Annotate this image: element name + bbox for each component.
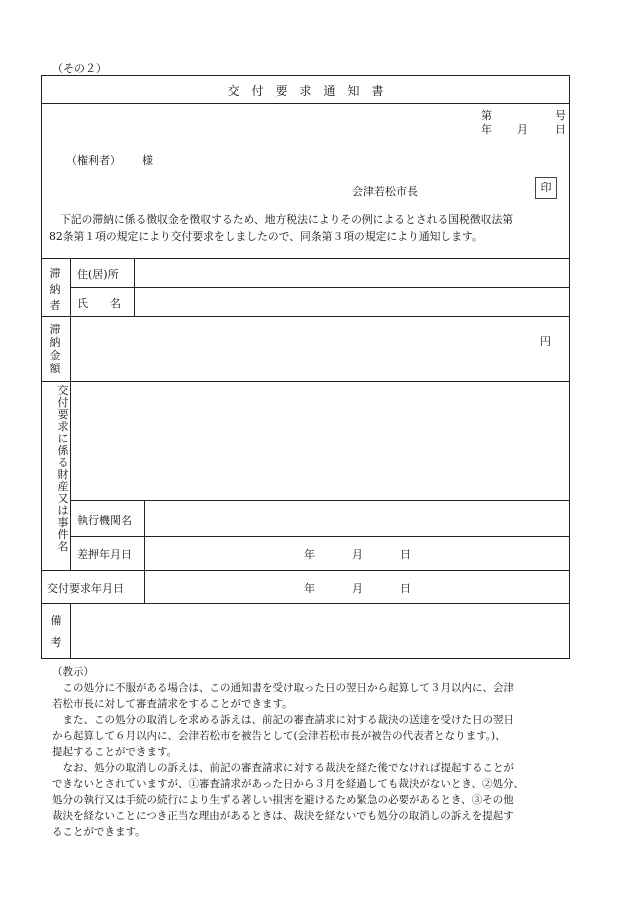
instruction-text: [52, 680, 582, 840]
amount-label: 滞納金額: [49, 323, 61, 375]
instruction-p3-line4: 裁決を経ないことにつき正当な理由があるときは、裁決を経ないでも処分の取消しの訴えを提起す: [52, 810, 514, 822]
instruction-p3-line2: できないとされていますが、①審査請求があった日から３月を経過しても裁決がないとき、②処分、: [52, 778, 524, 790]
instruction-p2-line2: から起算して６月以内に、会津若松市を被告として(会津若松市長が被告の代表者となります。)、: [52, 730, 506, 742]
recipient-suffix: 様: [142, 154, 153, 167]
request-date-day: 日: [400, 582, 411, 595]
issuer-name: 会津若松市長: [352, 185, 418, 198]
instruction-p1-line2: 若松市長に対して審査請求をすることができます。: [52, 698, 293, 710]
notice-body-line1: 下記の滞納に係る徴収金を徴収するため、地方税法によりその例によるとされる国税徴収法第: [60, 213, 514, 226]
seizure-date-month: 月: [352, 548, 363, 561]
agency-label: 執行機関名: [77, 514, 132, 527]
date-month: 月: [517, 123, 528, 136]
amount-bottom-line: [41, 381, 570, 382]
number-label-right: 号: [555, 109, 566, 122]
instruction-p1-line1: この処分に不服がある場合は、この通知書を受け取った日の翌日から起算して３月以内に、会津: [62, 682, 514, 694]
instruction-p3-line3: 処分の執行又は手続の続行により生ずる著しい損害を避けるため緊急の必要があるとき、③その他: [52, 794, 514, 806]
table-top-line: [41, 258, 570, 259]
seal-box: 印: [535, 177, 557, 199]
property-bottom-line: [41, 570, 570, 571]
remarks-label: 備考: [50, 614, 62, 649]
recipient-label: （権利者）: [66, 154, 121, 167]
date-day: 日: [555, 123, 566, 136]
property-label: 交付要求に係る財産又は事件名: [57, 384, 69, 553]
remarks-column-line: [70, 603, 71, 659]
date-year: 年: [481, 123, 492, 136]
taxpayer-sub-column-line: [134, 258, 135, 316]
property-sub-column-line: [144, 500, 145, 603]
label-column-line: [70, 258, 71, 570]
request-date-month: 月: [352, 582, 363, 595]
request-date-bottom-line: [41, 603, 570, 604]
seizure-date-label: 差押年月日: [77, 548, 132, 561]
instruction-p3-line5: ることができます。: [52, 826, 146, 838]
form-number: （その２）: [52, 62, 107, 75]
taxpayer-bottom-line: [41, 316, 570, 317]
notice-body-line2: 82条第１項の規定により交付要求をしましたので、同条第３項の規定により通知します。: [49, 230, 483, 243]
title-divider: [41, 103, 570, 104]
instruction-p2-line3: 提起することができます。: [52, 746, 178, 758]
name-label: 氏 名: [77, 297, 121, 310]
amount-unit: 円: [540, 335, 551, 348]
number-label-left: 第: [481, 109, 492, 122]
instruction-p2-line1: また、この処分の取消しを求める訴えは、前記の審査請求に対する裁決の送達を受けた日の翌日: [62, 714, 514, 726]
seizure-date-day: 日: [400, 548, 411, 561]
address-row-line: [70, 287, 570, 288]
seizure-date-year: 年: [304, 548, 315, 561]
address-label: 住(居)所: [77, 268, 119, 281]
request-date-label: 交付要求年月日: [47, 582, 124, 595]
property-inner-line: [70, 500, 570, 501]
instruction-p3-line1: なお、処分の取消しの訴えは、前記の審査請求に対する裁決を経た後でなければ提起することが: [62, 762, 514, 774]
document-title: 交 付 要 求 通 知 書: [227, 84, 384, 98]
request-date-year: 年: [304, 582, 315, 595]
agency-bottom-line: [70, 536, 570, 537]
taxpayer-label: 滞納者: [49, 267, 61, 312]
instruction-heading: （教示）: [52, 666, 94, 678]
